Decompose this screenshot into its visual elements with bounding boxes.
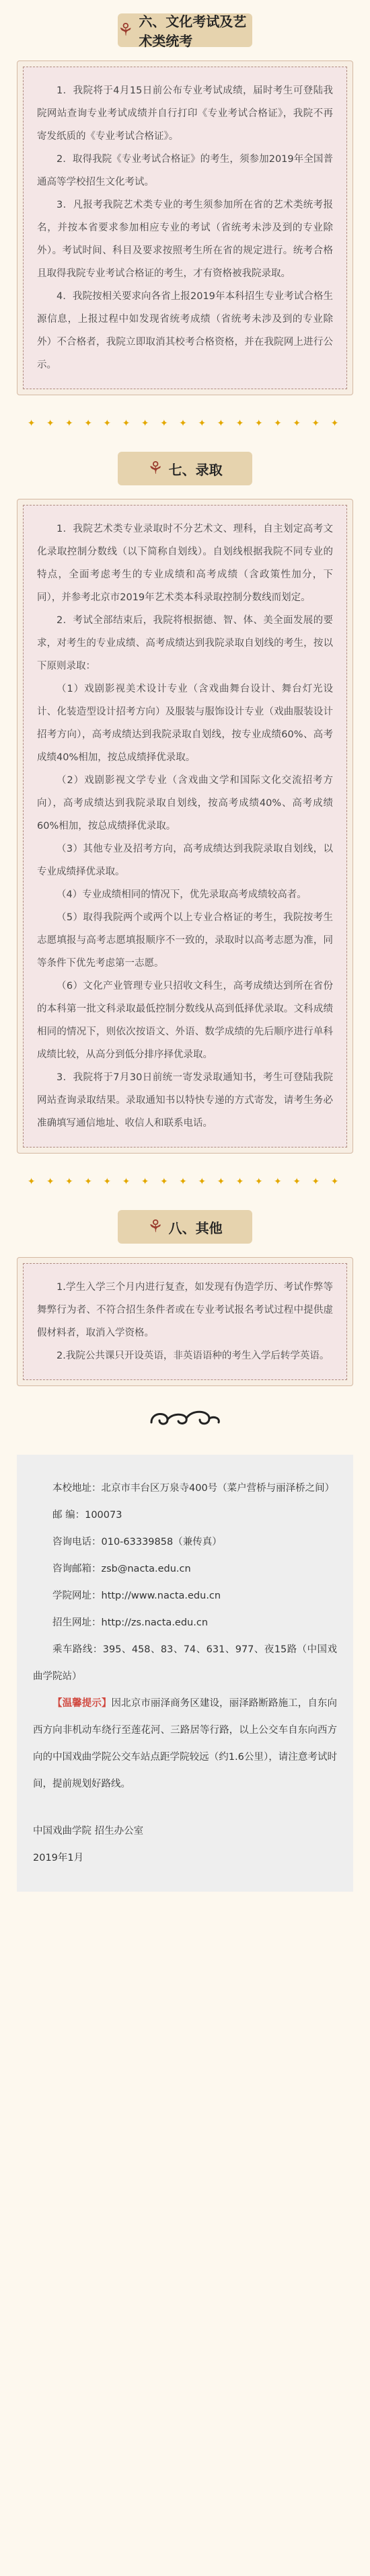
- paragraph: 2.我院公共课只开设英语，非英语语种的考生入学后转学英语。: [57, 1351, 330, 1361]
- website-link[interactable]: 学院网址：http://www.nacta.edu.cn: [52, 1591, 221, 1601]
- paragraph: 1．我院将于4月15日前公布专业考试成绩，届时考生可登陆我院网站查询专业考试成绩并自行打印《专业考试合格证》，我院不再寄发纸质的《专业考试合格证》。: [37, 85, 333, 142]
- warm-tip-label: 【温馨提示】: [52, 1698, 112, 1709]
- section-title: 七、录取: [168, 461, 223, 478]
- paragraph: 1．我院艺术类专业录取时不分艺术文、理科，自主划定高考文化录取控制分数线（以下简称自划线）。自划线根据我院不同专业的特点，全面考虑考生的专业成绩和高考成绩（含政策性加分，下同），并参考北京市2019年艺术类本科录取控制分数线而划定。: [37, 524, 333, 603]
- warm-tip-text: 因北京市丽泽商务区建设，丽泽路断路施工，自东向西方向非机动车绕行至莲花河、三路居等行路，以上公交车自东向西方向的中国戏曲学院公交车站点距学院较远（约1.6公里），请注意考试时间，提前规划好路线。: [33, 1698, 338, 1789]
- paragraph: （4）专业成绩相同的情况下，优先录取高考成绩较高者。: [57, 889, 307, 900]
- dancer-icon: ⚘: [147, 1217, 163, 1237]
- section-header-admission: [118, 452, 252, 485]
- paragraph: （5）取得我院两个或两个以上专业合格证的考生，我院按考生志愿填报与高考志愿填报顺序不一致的，录取时以高考志愿为准，同等条件下优先考虑第一志愿。: [37, 912, 333, 969]
- paragraph: （3）其他专业及招考方向，高考成绩达到我院录取自划线，以专业成绩择优录取。: [37, 844, 333, 877]
- office-signature: 中国戏曲学院 招生办公室: [33, 1826, 144, 1837]
- dot-divider: ✦ ✦ ✦ ✦ ✦ ✦ ✦ ✦ ✦ ✦ ✦ ✦ ✦ ✦ ✦ ✦ ✦: [27, 418, 343, 429]
- paragraph: （6）文化产业管理专业只招收文科生，高考成绩达到所在省份的本科第一批文科录取最低控制分数线从高到低择优录取。文科成绩相同的情况下，则依次按语文、外语、数学成绩的先后顺序进行单科成绩比较，从高分到低分排序择优录取。: [37, 981, 333, 1060]
- postcode-text: 邮 编：100073: [52, 1510, 122, 1521]
- dancer-icon: ⚘: [118, 20, 134, 40]
- paragraph: 2．取得我院《专业考试合格证》的考生，须参加2019年全国普通高等学校招生文化考试。: [37, 154, 333, 188]
- dot-divider: ✦ ✦ ✦ ✦ ✦ ✦ ✦ ✦ ✦ ✦ ✦ ✦ ✦ ✦ ✦ ✦ ✦: [27, 1176, 343, 1187]
- paragraph: 3．我院将于7月30日前统一寄发录取通知书，考生可登陆我院网站查询录取结果。录取通知书以特快专递的方式寄发，请考生务必准确填写通信地址、收信人和联系电话。: [37, 1072, 333, 1129]
- contact-info-box: [17, 1455, 353, 1892]
- section-header-culture-exam: [118, 13, 252, 47]
- section-box-admission: [17, 499, 353, 1154]
- paragraph: 1.学生入学三个月内进行复查，如发现有伪造学历、考试作弊等舞弊行为者、不符合招生条件者或在专业考试报名考试过程中提供虚假材料者，取消入学资格。: [37, 1282, 333, 1338]
- paragraph: 2．考试全部结束后，我院将根据德、智、体、美全面发展的要求，对考生的专业成绩、高考成绩达到我院录取自划线的考生，按以下原则录取：: [37, 615, 333, 672]
- cloud-ornament-icon: [0, 1404, 370, 1437]
- section-header-other: [118, 1210, 252, 1244]
- section-title: 八、其他: [168, 1219, 223, 1236]
- phone-text[interactable]: 咨询电话：010-63339858（兼传真）: [52, 1537, 222, 1547]
- warm-tip: [33, 1690, 337, 1798]
- section-title: 六、文化考试及艺术类统考: [139, 13, 247, 49]
- paragraph: （2）戏剧影视文学专业（含戏曲文学和国际文化交流招考方向），高考成绩达到我院录取自划线，按高考成绩40%、高考成绩60%相加，按总成绩择优录取。: [37, 775, 333, 832]
- bus-route-text: 乘车路线：395、458、83、74、631、977、夜15路（中国戏曲学院站）: [33, 1644, 337, 1682]
- paragraph: （1）戏剧影视美术设计专业（含戏曲舞台设计、舞台灯光设计、化装造型设计招考方向）及服装与服饰设计专业（戏曲服装设计招考方向），高考成绩达到我院录取自划线，按专业成绩60%、高考成绩40%相加，按总成绩择优录取。: [37, 684, 333, 763]
- section-box-other: [17, 1257, 353, 1386]
- admission-site-link[interactable]: 招生网址：http://zs.nacta.edu.cn: [52, 1617, 209, 1628]
- dancer-icon: ⚘: [147, 458, 163, 479]
- section-box-culture-exam: [17, 61, 353, 395]
- paragraph: 3．凡报考我院艺术类专业的考生须参加所在省的艺术类统考报名，并按本省要求参加相应专业的考试（省统考未涉及到的专业除外）。考试时间、科目及要求按照考生所在省的规定进行。统考合格且取得我院专业考试合格证的考生，才有资格被我院录取。: [37, 200, 333, 279]
- paragraph: 4．我院按相关要求向各省上报2019年本科招生专业考试合格生源信息，上报过程中如发现省统考成绩（省统考未涉及到的专业除外）不合格者，我院立即取消其校考合格资格，并在我院网上进行公示。: [37, 291, 333, 370]
- signature-date: 2019年1月: [33, 1853, 84, 1863]
- address-text: 本校地址：北京市丰台区万泉寺400号（菜户营桥与丽泽桥之间）: [52, 1483, 335, 1494]
- email-text[interactable]: 咨询邮箱：zsb@nacta.edu.cn: [52, 1564, 191, 1574]
